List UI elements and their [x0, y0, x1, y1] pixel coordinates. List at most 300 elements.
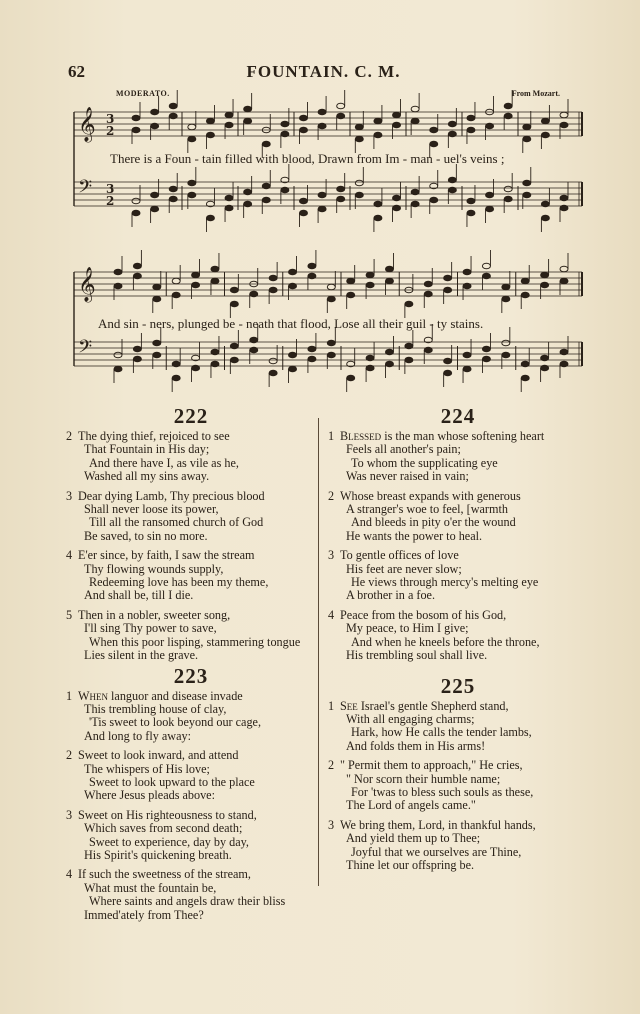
line-text: The Lord of angels came."	[346, 798, 476, 813]
note-head	[385, 361, 393, 367]
stanza-line	[328, 759, 588, 772]
note-head	[560, 361, 568, 367]
note-head	[318, 192, 326, 198]
note-head	[269, 287, 277, 293]
stanza-line	[66, 470, 316, 483]
stanza-first-word: Blessed	[340, 429, 382, 443]
note-head	[366, 355, 374, 361]
line-text: His trembling soul shall live.	[346, 648, 488, 663]
stanza-line	[328, 490, 588, 503]
left-column	[66, 405, 316, 928]
stanza-line	[328, 530, 588, 543]
note-head	[289, 366, 297, 372]
page-number: 62	[68, 62, 85, 81]
line-text: 'Tis sweet to look beyond our cage,	[89, 715, 262, 730]
note-head	[502, 340, 510, 346]
stanza	[66, 868, 316, 922]
stanza	[328, 759, 588, 813]
note-head	[225, 195, 233, 201]
note-head	[366, 282, 374, 288]
note-head	[172, 292, 180, 298]
line-text: Feels all another's pain;	[346, 442, 461, 457]
line-text: " Nor scorn their humble name;	[346, 771, 501, 786]
stanza-line	[328, 609, 588, 622]
lyrics-line-1: There is a Foun - tain filled with blood, Drawn from Im - man - uel's veins ;	[110, 151, 505, 166]
stanza	[66, 690, 316, 744]
line-text: Shall never loose its power,	[84, 502, 219, 517]
stanza-number: 1	[328, 698, 335, 713]
note-head	[230, 301, 238, 307]
line-text: This trembling house of clay,	[84, 701, 227, 716]
note-head	[230, 343, 238, 349]
note-head	[289, 283, 297, 289]
line-text: Where saints and angels draw their bliss	[89, 894, 286, 909]
note-head	[347, 278, 355, 284]
note-head	[355, 124, 363, 130]
note-head	[560, 112, 568, 118]
line-text: What must the fountain be,	[84, 880, 217, 895]
line-text: Was never raised in vain;	[346, 469, 469, 484]
note-head	[192, 282, 200, 288]
hymn-number: 222	[173, 404, 209, 428]
stanza-line	[66, 895, 316, 908]
note-head	[405, 357, 413, 363]
note-head	[444, 370, 452, 376]
stanza-line	[328, 503, 588, 516]
stanza-line	[66, 789, 316, 802]
music-score	[0, 0, 640, 400]
note-head	[521, 292, 529, 298]
line-text: Lies silent in the grave.	[84, 648, 199, 663]
note-head	[169, 196, 177, 202]
note-head	[206, 215, 214, 221]
line-text: Which saves from second death;	[84, 821, 243, 836]
note-head	[523, 124, 531, 130]
stanza-line	[66, 589, 316, 602]
line-text: Till all the ransomed church of God	[89, 515, 264, 530]
line-text: He views through mercy's melting eye	[351, 575, 539, 590]
note-head	[467, 127, 475, 133]
stanza-number: 2	[328, 758, 335, 773]
note-head	[289, 352, 297, 358]
note-head	[523, 180, 531, 186]
note-head	[521, 375, 529, 381]
note-head	[281, 131, 289, 137]
stanza	[328, 609, 588, 663]
note-head	[347, 292, 355, 298]
note-head	[560, 266, 568, 272]
treble-clef: 𝄞	[78, 267, 96, 302]
note-head	[541, 201, 549, 207]
note-head	[225, 122, 233, 128]
note-head	[411, 201, 419, 207]
line-text: To gentle offices of love	[340, 548, 459, 563]
stanza-line	[66, 649, 316, 662]
stanza	[328, 430, 588, 484]
note-head	[374, 201, 382, 207]
stanza-line	[66, 868, 316, 881]
note-head	[114, 352, 122, 358]
stanza	[328, 490, 588, 544]
note-head	[133, 273, 141, 279]
stanza-line	[328, 700, 588, 713]
stanza-number: 3	[328, 548, 335, 563]
note-head	[211, 278, 219, 284]
stanza-line	[66, 730, 316, 743]
treble-clef: 𝄞	[78, 107, 96, 142]
note-head	[502, 284, 510, 290]
note-head	[393, 122, 401, 128]
note-head	[393, 112, 401, 118]
stanza-line	[66, 763, 316, 776]
stanza-line	[328, 430, 588, 443]
note-head	[374, 215, 382, 221]
note-head	[308, 346, 316, 352]
stanza	[66, 609, 316, 663]
note-head	[374, 132, 382, 138]
stanza-line	[328, 443, 588, 456]
stanza-line	[328, 740, 588, 753]
note-head	[169, 186, 177, 192]
stanza-line	[66, 703, 316, 716]
stanza-number: 2	[66, 748, 73, 763]
hymn-number: 225	[440, 673, 476, 698]
note-head	[172, 278, 180, 284]
note-head	[560, 195, 568, 201]
note-head	[211, 349, 219, 355]
note-head	[482, 263, 490, 269]
note-head	[355, 180, 363, 186]
note-head	[541, 118, 549, 124]
note-head	[225, 112, 233, 118]
stanza	[66, 490, 316, 544]
note-head	[448, 131, 456, 137]
note-head	[560, 278, 568, 284]
note-head	[269, 370, 277, 376]
line-text: is the man whose softening heart	[381, 429, 545, 443]
stanza-line	[66, 490, 316, 503]
note-head	[114, 366, 122, 372]
stanza-number: 2	[66, 429, 73, 443]
note-head	[269, 358, 277, 364]
stanza-line	[328, 713, 588, 726]
note-head	[327, 284, 335, 290]
line-text: And bleeds in pity o'er the wound	[351, 515, 516, 530]
note-head	[337, 113, 345, 119]
stanza-line	[328, 859, 588, 872]
note-head	[355, 192, 363, 198]
line-text: And long to fly away:	[84, 728, 191, 743]
stanza-number: 5	[66, 607, 73, 622]
note-head	[299, 198, 307, 204]
line-text: Then in a nobler, sweeter song,	[78, 607, 231, 622]
note-head	[504, 113, 512, 119]
note-head	[541, 272, 549, 278]
time-signature-top: 3	[106, 112, 115, 126]
note-head	[463, 366, 471, 372]
stanza-line	[328, 457, 588, 470]
time-signature-bottom: 2	[106, 194, 115, 208]
note-head	[482, 356, 490, 362]
note-head	[133, 356, 141, 362]
stanza-first-word: See	[340, 698, 358, 713]
line-text: Israel's gentle Shepherd stand,	[357, 698, 509, 713]
note-head	[521, 278, 529, 284]
note-head	[192, 272, 200, 278]
note-head	[244, 118, 252, 124]
note-head	[211, 361, 219, 367]
stanza-line	[66, 622, 316, 635]
stanza-line	[66, 549, 316, 562]
line-text: A brother in a foe.	[346, 588, 436, 603]
note-head	[337, 196, 345, 202]
note-head	[337, 186, 345, 192]
note-head	[560, 122, 568, 128]
stanza-line	[328, 773, 588, 786]
note-head	[541, 365, 549, 371]
note-head	[281, 121, 289, 127]
stanza	[66, 749, 316, 803]
line-text: Sweet to experience, day by day,	[89, 834, 249, 849]
stanza-line	[66, 849, 316, 862]
note-head	[430, 197, 438, 203]
note-head	[504, 103, 512, 109]
stanza-number: 1	[66, 688, 73, 703]
note-head	[541, 282, 549, 288]
column-divider	[318, 418, 319, 886]
line-text: Dear dying Lamb, Thy precious blood	[78, 488, 265, 503]
line-text: Hark, how He calls the tender lambs,	[351, 725, 532, 740]
line-text: And yield them up to Thee;	[346, 831, 481, 846]
line-text: Thine let our offspring be.	[346, 857, 475, 872]
stanza-line	[328, 549, 588, 562]
note-head	[337, 103, 345, 109]
time-signature-bottom: 2	[106, 124, 115, 138]
note-head	[560, 349, 568, 355]
note-head	[244, 201, 252, 207]
tempo-marking: MODERATO.	[116, 89, 170, 98]
note-head	[327, 352, 335, 358]
note-head	[132, 210, 140, 216]
note-head	[411, 106, 419, 112]
stanza	[66, 430, 316, 484]
note-head	[188, 180, 196, 186]
note-head	[411, 189, 419, 195]
line-text: Sweet to look upward to the place	[89, 774, 255, 789]
stanza-line	[66, 576, 316, 589]
stanza-line	[328, 819, 588, 832]
note-head	[289, 269, 297, 275]
line-text: Washed all my sins away.	[84, 469, 210, 484]
note-head	[482, 346, 490, 352]
note-head	[430, 127, 438, 133]
note-head	[541, 132, 549, 138]
line-text: Where Jesus pleads above:	[84, 788, 215, 803]
note-head	[347, 375, 355, 381]
note-head	[393, 205, 401, 211]
stanza-line	[328, 589, 588, 602]
line-text: The whispers of His love;	[84, 761, 210, 776]
line-text: The dying thief, rejoiced to see	[78, 429, 230, 443]
note-head	[269, 275, 277, 281]
stanza-number: 3	[66, 488, 73, 503]
line-text: I'll sing Thy power to save,	[84, 621, 217, 636]
note-head	[132, 198, 140, 204]
note-head	[318, 109, 326, 115]
line-text: We bring them, Lord, in thankful hands,	[340, 817, 536, 832]
note-head	[318, 206, 326, 212]
stanza-line	[66, 909, 316, 922]
stanza-number: 1	[328, 429, 335, 443]
line-text: And there have I, as vile as he,	[89, 455, 239, 470]
note-head	[169, 113, 177, 119]
note-head	[502, 352, 510, 358]
note-head	[153, 284, 161, 290]
stanza-line	[328, 786, 588, 799]
stanza-line	[328, 649, 588, 662]
line-text: Be saved, to sin no more.	[84, 528, 208, 543]
stanza-line	[66, 836, 316, 849]
stanza	[328, 819, 588, 873]
note-head	[262, 183, 270, 189]
note-head	[308, 263, 316, 269]
line-text: My peace, to Him I give;	[346, 621, 469, 636]
note-head	[133, 263, 141, 269]
note-head	[448, 177, 456, 183]
line-text: Thy flowing wounds supply,	[84, 561, 224, 576]
note-head	[385, 349, 393, 355]
note-head	[299, 210, 307, 216]
note-head	[504, 186, 512, 192]
stanza-line	[66, 609, 316, 622]
line-text: And when he kneels before the throne,	[351, 634, 540, 649]
note-head	[188, 192, 196, 198]
note-head	[467, 198, 475, 204]
note-head	[355, 136, 363, 142]
line-text: Immed'ately from Thee?	[84, 907, 204, 922]
composer-credit: From Mozart.	[511, 89, 560, 98]
note-head	[486, 123, 494, 129]
note-head	[327, 340, 335, 346]
note-head	[366, 365, 374, 371]
note-head	[172, 375, 180, 381]
note-head	[250, 337, 258, 343]
note-head	[393, 195, 401, 201]
note-head	[486, 192, 494, 198]
note-head	[482, 273, 490, 279]
line-text: And shall be, till I die.	[84, 588, 194, 603]
note-head	[153, 340, 161, 346]
note-head	[486, 206, 494, 212]
stanza-line	[66, 430, 316, 443]
stanza	[66, 809, 316, 863]
stanza-number: 2	[328, 488, 335, 503]
bass-clef: 𝄢	[78, 337, 93, 362]
note-head	[244, 106, 252, 112]
line-text: If such the sweetness of the stream,	[78, 867, 251, 882]
line-text: Peace from the bosom of his God,	[340, 607, 507, 622]
note-head	[151, 123, 159, 129]
line-text: " Permit them to approach," He cries,	[340, 758, 523, 773]
stanza	[328, 549, 588, 603]
stanza	[328, 700, 588, 754]
note-head	[424, 291, 432, 297]
stanza-line	[66, 776, 316, 789]
note-head	[385, 266, 393, 272]
note-head	[151, 109, 159, 115]
note-head	[114, 283, 122, 289]
note-head	[114, 269, 122, 275]
note-head	[560, 205, 568, 211]
note-head	[541, 355, 549, 361]
note-head	[467, 115, 475, 121]
hymn-number: 224	[440, 404, 476, 428]
note-head	[299, 127, 307, 133]
note-head	[250, 291, 258, 297]
right-column	[328, 405, 588, 878]
stanza-line	[66, 749, 316, 762]
line-text: Redeeming love has been my theme,	[89, 575, 269, 590]
lyrics-line-2: And sin - ners, plunged be - neath that flood, Lose all their guil - ty stains.	[98, 316, 484, 331]
stanza-line	[328, 563, 588, 576]
line-text: A stranger's woe to feel, [warmth	[346, 502, 508, 517]
note-head	[192, 365, 200, 371]
note-head	[411, 118, 419, 124]
line-text: With all engaging charms;	[346, 711, 475, 726]
stanza-line	[328, 799, 588, 812]
note-head	[523, 192, 531, 198]
stanza-line	[328, 516, 588, 529]
note-head	[132, 127, 140, 133]
stanza-number: 3	[66, 807, 73, 822]
note-head	[153, 352, 161, 358]
line-text: languor and disease invade	[108, 688, 243, 703]
line-text: His feet are never slow;	[346, 561, 462, 576]
line-text: His Spirit's quickening breath.	[84, 847, 232, 862]
note-head	[405, 343, 413, 349]
note-head	[188, 136, 196, 142]
note-head	[206, 118, 214, 124]
note-head	[151, 192, 159, 198]
stanza-line	[328, 622, 588, 635]
line-text: And folds them in His arms!	[346, 738, 486, 753]
note-head	[211, 266, 219, 272]
stanza-line	[66, 882, 316, 895]
note-head	[444, 358, 452, 364]
note-head	[463, 269, 471, 275]
note-head	[244, 189, 252, 195]
stanza-line	[328, 470, 588, 483]
note-head	[169, 103, 177, 109]
note-head	[133, 346, 141, 352]
stanza-line	[328, 832, 588, 845]
line-text: To whom the supplicating eye	[351, 455, 498, 470]
note-head	[172, 361, 180, 367]
line-text: Whose breast expands with generous	[340, 488, 521, 503]
note-head	[504, 196, 512, 202]
note-head	[262, 197, 270, 203]
note-head	[250, 347, 258, 353]
stanza-line	[66, 563, 316, 576]
line-text: That Fountain in His day;	[84, 442, 210, 457]
line-text: Sweet to look inward, and attend	[78, 748, 239, 763]
stanza-line	[66, 516, 316, 529]
note-head	[327, 296, 335, 302]
stanza-line	[66, 530, 316, 543]
line-text: For 'twas to bless such souls as these,	[351, 784, 534, 799]
note-head	[230, 287, 238, 293]
note-head	[448, 187, 456, 193]
